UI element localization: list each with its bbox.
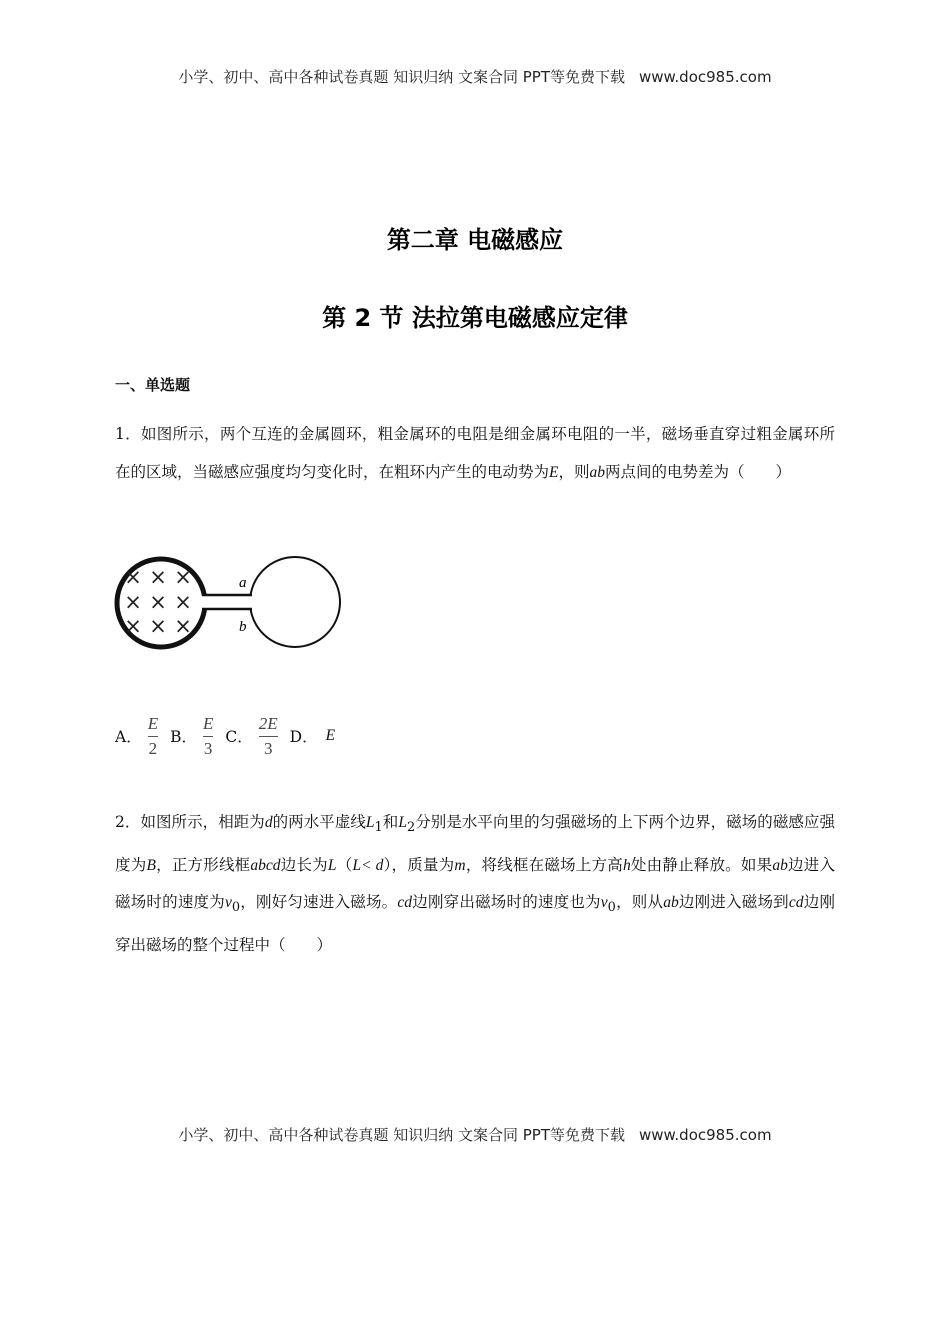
field-cross: × — [124, 614, 142, 638]
question-1-options — [115, 708, 347, 764]
chapter-title: 第二章 电磁感应 — [386, 226, 564, 254]
footer-banner — [0, 1124, 950, 1145]
two-rings-figure — [113, 555, 348, 655]
field-cross: × — [149, 614, 167, 638]
magnetic-field-symbols — [124, 565, 192, 638]
fraction: $\frac{2E}{3}$ — [258, 713, 278, 758]
question-1-text: 1．如图所示，两个互连的金属圆环，粗金属环的电阻是细金属环电阻的一半，磁场垂直穿过粗金属环所在的区域，当磁感应强度均匀变化时，在粗环内产生的电动势为E，则ab两点间的电势差为（ ） — [115, 425, 835, 481]
fraction: $\frac{E}{2}$ — [147, 713, 159, 758]
field-cross: × — [174, 614, 192, 638]
option-d[interactable]: D． E — [289, 727, 336, 746]
fraction: $\frac{E}{3}$ — [202, 713, 214, 758]
option-c[interactable]: C． $\frac{2E}{3}$ — [225, 713, 278, 758]
field-cross: × — [174, 590, 192, 614]
banner-site: www.doc985.com — [638, 1126, 772, 1144]
option-a[interactable]: A． $\frac{E}{2}$ — [115, 713, 159, 758]
label-b: b — [239, 619, 247, 635]
field-cross: × — [124, 590, 142, 614]
header-banner — [0, 66, 950, 87]
option-b[interactable]: B． $\frac{E}{3}$ — [170, 713, 214, 758]
question-number: 2． — [115, 813, 141, 831]
banner-text: 小学、初中、高中各种试卷真题 知识归纳 文案合同 PPT等免费下载 — [178, 1126, 625, 1144]
field-cross: × — [174, 565, 192, 589]
field-cross: × — [149, 590, 167, 614]
banner-text: 小学、初中、高中各种试卷真题 知识归纳 文案合同 PPT等免费下载 — [178, 68, 625, 86]
question-type-heading: 一、单选题 — [115, 376, 191, 394]
field-cross: × — [149, 565, 167, 589]
thin-ring — [250, 557, 340, 647]
banner-site: www.doc985.com — [638, 68, 772, 86]
question-number: 1． — [115, 425, 141, 443]
label-a: a — [239, 575, 247, 591]
field-cross: × — [124, 565, 142, 589]
question-2-text: 2．如图所示，相距为d的两水平虚线$L_1$和$L_2$分别是水平向里的匀强磁场的上下两个边界，磁场的磁感应强度为B，正方形线框abcd边长为L（L< d），质量为m，将线框在磁场上方高h处由静止释放。如果ab边进入磁场时的速度为$v_0$，刚好匀速进入磁场。cd边刚穿出磁场时的速度也为$v_0$，则从ab边刚进入磁场到cd边刚穿出磁场的整个过程中（ ） — [115, 813, 835, 954]
section-title: 第 2 节 法拉第电磁感应定律 — [322, 304, 628, 332]
connector-gap — [202, 595, 252, 609]
